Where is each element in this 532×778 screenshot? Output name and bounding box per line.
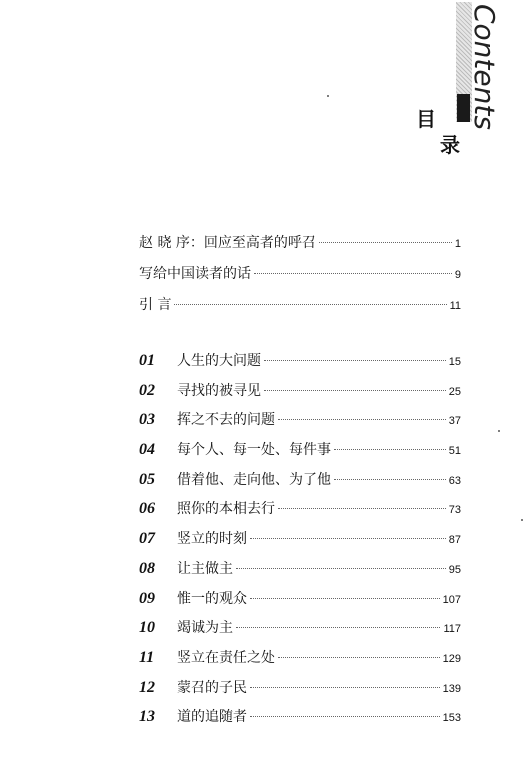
toc-entry-page: 11 [449,300,461,312]
chapter-title: 竭诚为主 [177,620,233,637]
chapter-number: 04 [139,441,155,459]
chapter-page: 129 [442,652,461,665]
chapter-page: 139 [442,682,461,695]
dot-leader [236,568,446,569]
chapter-number: 05 [139,470,155,488]
chapter-number: 12 [139,678,155,696]
chapter-entry[interactable] [139,529,461,559]
chapter-title: 照你的本相去行 [177,501,275,518]
print-speck [327,95,329,97]
chapter-page: 117 [443,623,461,636]
chapter-entry[interactable] [139,470,461,500]
dot-leader [334,479,446,480]
chapter-title: 借着他、走向他、为了他 [177,471,331,488]
print-speck [498,430,500,432]
chapter-page: 63 [448,474,461,487]
chapter-number: 06 [139,500,155,518]
toc-entry[interactable] [139,233,461,264]
chapter-entry[interactable] [139,381,461,411]
chapter-entry[interactable] [139,499,461,529]
chapter-title: 蒙召的子民 [177,679,247,696]
print-speck [521,519,523,521]
contents-header [456,2,501,130]
dot-leader [334,449,446,450]
chapter-number: 01 [139,352,155,369]
chapter-entry[interactable] [139,678,461,708]
chapter-entry[interactable] [139,559,461,589]
chapter-page: 37 [448,415,461,428]
chapter-page: 51 [448,445,461,458]
chapter-page: 107 [442,593,461,606]
chapter-title: 每个人、每一处、每件事 [177,442,331,459]
toc-entry[interactable] [139,264,461,295]
chapter-number: 07 [139,530,155,548]
chapter-number: 08 [139,559,155,577]
chapter-number: 09 [139,589,155,607]
dot-leader [278,419,446,420]
toc-entry-page: 9 [454,269,461,281]
dot-leader [278,657,440,658]
chapter-page: 73 [448,504,461,517]
toc-title-mu: 目 [416,107,436,131]
chapter-list [139,351,461,737]
chapter-title: 惟一的观众 [177,590,247,607]
chapter-entry[interactable] [139,589,461,619]
front-matter-list [139,233,461,326]
chapter-entry[interactable] [139,648,461,678]
chapter-number: 11 [139,648,155,666]
toc-title-lu: 录 [440,133,460,157]
chapter-title: 人生的大问题 [177,353,261,369]
dot-leader [250,716,440,717]
chapter-entry[interactable] [139,440,461,470]
chapter-title: 竖立的时刻 [177,531,247,548]
dot-leader [250,598,440,599]
toc-entry-title: 赵 晓 序：回应至高者的呼召 [139,235,316,251]
chapter-page: 15 [448,356,461,368]
toc-entry[interactable] [139,295,461,326]
toc-entry-title: 写给中国读者的话 [139,266,251,282]
chapter-title: 竖立在责任之处 [177,649,275,666]
chapter-page: 25 [448,385,461,398]
chapter-number: 02 [139,381,155,399]
dot-leader [264,360,446,361]
chapter-number: 13 [139,708,155,726]
chapter-title: 道的追随者 [177,709,247,726]
chapter-entry[interactable] [139,707,461,737]
dot-leader [319,242,452,243]
chapter-entry[interactable] [139,410,461,440]
dot-leader [254,273,452,274]
chapter-entry[interactable] [139,351,461,381]
toc-entry-title: 引 言 [139,297,172,313]
chapter-title: 寻找的被寻见 [177,382,261,399]
toc-entry-page: 1 [454,238,461,250]
dot-leader [264,390,446,391]
chapter-number: 10 [139,619,155,637]
chapter-page: 153 [442,712,461,725]
dot-leader [174,304,446,305]
chapter-page: 95 [448,563,461,576]
dot-leader [278,508,446,509]
chapter-entry[interactable] [139,618,461,648]
contents-vertical-title: Contents [468,4,501,130]
chapter-page: 87 [448,534,461,547]
chapter-title: 让主做主 [177,560,233,577]
chapter-title: 挥之不去的问题 [177,412,275,429]
dot-leader [250,687,440,688]
dot-leader [250,538,446,539]
chapter-number: 03 [139,411,155,429]
dot-leader [236,627,440,628]
